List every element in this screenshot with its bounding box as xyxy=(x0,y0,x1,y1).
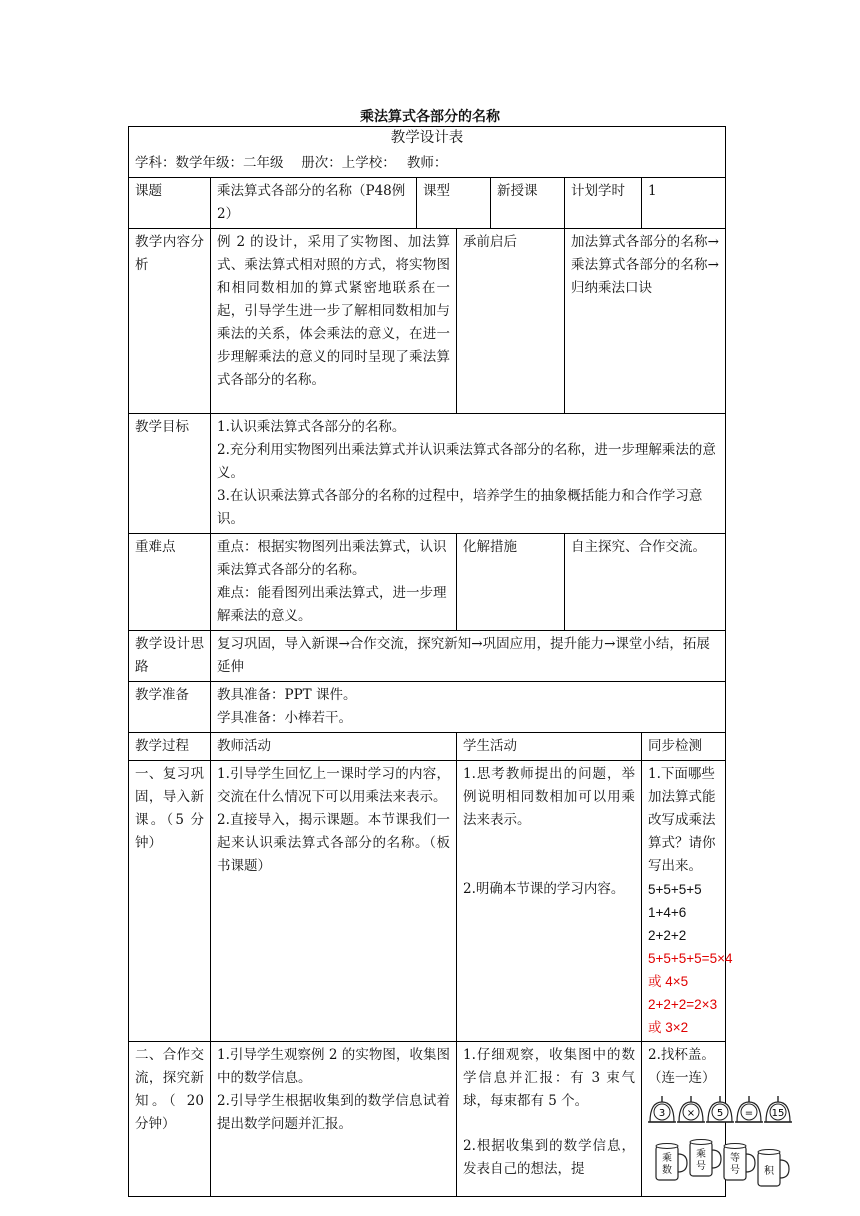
stage2-student xyxy=(457,1042,642,1197)
stage2-student-step1: 1.仔细观察，收集图中的数学信息并汇报：有 3 束气球，每束都有 5 个。 xyxy=(463,1047,635,1109)
content-text: 例 2 的设计，采用了实物图、加法算式、乘法算式相对照的方式，将实物图和相同数相加的算式紧密地联系在一起，引导学生进一步了解相同数相加与乘法的关系，体会乘法的意义，在进一步理解乘法的意义的同时呈现了乘法算式各部分的名称。 xyxy=(211,229,457,414)
content-label: 教学内容分析 xyxy=(129,229,211,414)
table-title: 教学设计表 xyxy=(129,127,726,151)
lesson-type-label: 课型 xyxy=(417,178,491,229)
prep-label: 教学准备 xyxy=(129,682,211,733)
goals-label: 教学目标 xyxy=(129,414,211,534)
goal-item: 2.充分利用实物图列出乘法算式并认识乘法算式各部分的名称，进一步理解乘法的意义。 xyxy=(217,442,716,481)
cup-label: 乘 xyxy=(662,1153,672,1164)
lesson-design-table xyxy=(128,126,785,1197)
design-text: 复习巩固，导入新课→合作交流，探究新知→巩固应用，提升能力→课堂小结，拓展延伸 xyxy=(211,631,726,682)
expression: 5+5+5+5 xyxy=(648,882,702,897)
expression: 1+4+6 xyxy=(648,905,687,920)
stage1-question: 1.下面哪些加法算式能改写成乘法算式？请你写出来。 xyxy=(648,766,716,874)
cup-label: 号 xyxy=(730,1165,740,1176)
lesson-hours-value: 1 xyxy=(642,178,726,229)
stage1-teacher-step2: 2.直接导入，揭示课题。本节课我们一起来认识乘法算式各部分的名称。（板书课题） xyxy=(217,812,450,874)
cup-label: 号 xyxy=(696,1161,706,1172)
cup-label: 积 xyxy=(764,1166,774,1177)
lid-label: × xyxy=(686,1108,696,1119)
stage2-student-step2: 2.根据收集到的数学信息，发表自己的想法，提 xyxy=(463,1138,635,1177)
stage2-teacher-step1: 1.引导学生观察例 2 的实物图，收集图中的数学信息。 xyxy=(217,1047,450,1086)
stage2-teacher-step2: 2.引导学生根据收集到的数学信息试着提出数学问题并汇报。 xyxy=(217,1093,450,1132)
link-text: 加法算式各部分的名称→乘法算式各部分的名称→归纳乘法口诀 xyxy=(565,229,726,414)
teacher-activity-header: 教师活动 xyxy=(211,733,457,761)
measure-label: 化解措施 xyxy=(457,534,565,631)
lid-label: 3 xyxy=(658,1108,666,1119)
process-label: 教学过程 xyxy=(129,733,211,761)
lid-label: 5 xyxy=(716,1108,724,1119)
stage2-question: 2.找杯盖。（连一连） xyxy=(648,1047,716,1086)
lesson-topic: 乘法算式各部分的名称（P48例 2） xyxy=(211,178,417,229)
stage2-label: 二、合作交流，探究新知。（ 20 分钟） xyxy=(129,1042,211,1197)
cup xyxy=(724,1144,755,1181)
hard-point: 难点：能看图列出乘法算式，进一步理解乘法的意义。 xyxy=(217,585,447,624)
cup-label: 等 xyxy=(730,1153,740,1164)
link-label: 承前启后 xyxy=(457,229,565,414)
cup-lid xyxy=(735,1096,763,1122)
expression: 2+2+2 xyxy=(648,928,687,943)
document-title: 乘法算式各部分的名称 xyxy=(360,109,500,125)
prep-text xyxy=(211,682,726,733)
cup-lid xyxy=(648,1096,676,1122)
goals-list xyxy=(211,414,726,534)
sync-check-header: 同步检测 xyxy=(642,733,726,761)
lid-label: 15 xyxy=(771,1108,785,1119)
cup-lid xyxy=(677,1096,705,1122)
cup xyxy=(758,1150,789,1187)
stage1-student-step1: 1.思考教师提出的问题，举例说明相同数相加可以用乘法来表示。 xyxy=(463,766,635,828)
difficulty-points xyxy=(211,534,457,631)
stage2-check xyxy=(642,1042,785,1197)
cup-label: 数 xyxy=(662,1165,672,1176)
key-point: 重点：根据实物图列出乘法算式，认识乘法算式各部分的名称。 xyxy=(217,539,447,578)
lid-label: = xyxy=(744,1108,754,1119)
measure-text: 自主探究、合作交流。 xyxy=(565,534,726,631)
design-label: 教学设计思路 xyxy=(129,631,211,682)
cup-lid-matching-illustration xyxy=(648,1094,796,1194)
goal-item: 3.在认识乘法算式各部分的名称的过程中，培养学生的抽象概括能力和合作学习意识。 xyxy=(217,488,703,527)
stage1-teacher-step1: 1.引导学生回忆上一课时学习的内容，交流在什么情况下可以用乘法来表示。 xyxy=(217,766,450,805)
answer: 2+2+2=2×3 或 3×2 xyxy=(648,997,718,1035)
stage2-teacher xyxy=(211,1042,457,1197)
goal-item: 1.认识乘法算式各部分的名称。 xyxy=(217,419,406,435)
cup xyxy=(656,1144,687,1181)
lesson-label: 课题 xyxy=(129,178,211,229)
cup-label: 乘 xyxy=(696,1149,706,1160)
cup xyxy=(690,1140,721,1177)
student-activity-header: 学生活动 xyxy=(457,733,642,761)
teacher-prep: 教具准备：PPT 课件。 xyxy=(217,687,357,703)
answer: 5+5+5+5=5×4 或 4×5 xyxy=(648,951,733,989)
cup-lid xyxy=(764,1096,792,1122)
stage1-student xyxy=(457,761,642,1042)
cup-lid xyxy=(706,1096,734,1122)
stage1-student-step2: 2.明确本节课的学习内容。 xyxy=(463,881,625,897)
lesson-type-value: 新授课 xyxy=(491,178,565,229)
student-prep: 学具准备：小棒若干。 xyxy=(217,710,352,726)
difficulty-label: 重难点 xyxy=(129,534,211,631)
stage1-teacher xyxy=(211,761,457,1042)
stage1-label: 一、复习巩固，导入新课。（5 分钟） xyxy=(129,761,211,1042)
stage1-check xyxy=(642,761,733,1042)
lesson-hours-label: 计划学时 xyxy=(565,178,642,229)
table-info: 学科：数学年级：二年级 册次：上学校： 教师： xyxy=(129,150,726,178)
